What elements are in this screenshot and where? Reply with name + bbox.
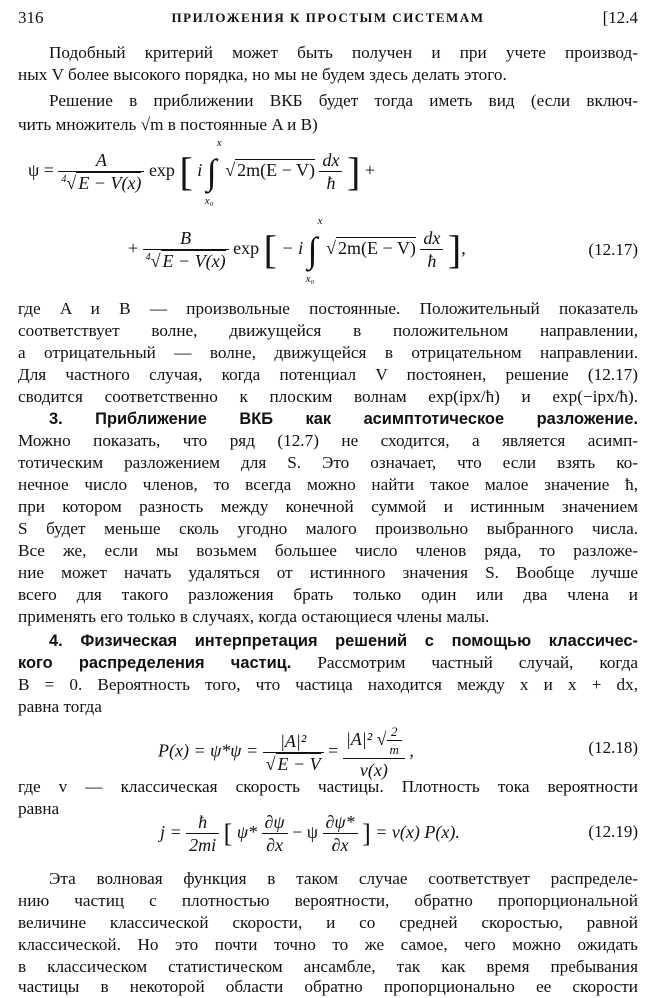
bracket-close: ]: [447, 227, 462, 272]
text-line: B = 0. Вероятность того, что частица находится между x и x + dx,: [18, 675, 638, 694]
equals-sign: =: [328, 740, 339, 761]
minus-psi: − ψ: [292, 822, 319, 843]
bracket-open: [: [263, 227, 277, 272]
section-marker: [12.4: [602, 8, 638, 27]
denominator: ∂x: [266, 835, 283, 855]
radicand: 2m(E − V): [338, 238, 416, 259]
text-line: Для частного случая, когда потенциал V постоянен, решение (12.17): [18, 365, 638, 384]
lower-limit: x₀: [305, 273, 315, 285]
text-line: чить множитель √m в постоянные A и B): [18, 115, 318, 134]
imag-unit: i: [197, 160, 203, 181]
fraction: $\frac{A}{^4√ E - V(x)}$: [58, 150, 144, 194]
text-line: где A и B — произвольные постоянные. Положительный показатель: [18, 299, 638, 318]
text-line: равна тогда: [18, 697, 102, 716]
fraction: [319, 150, 342, 194]
eq-lhs: ψ =: [28, 160, 54, 181]
denominator: 2mi: [189, 835, 217, 855]
bracket-close: ]: [346, 149, 361, 194]
text-line: ние может начать удаляться от истинного значения S. Вообще лучше: [18, 563, 638, 582]
text-line: Решение в приближении ВКБ будет тогда иметь вид (если включ-: [49, 91, 638, 110]
fraction: [323, 812, 358, 856]
denominator: v(x): [359, 760, 388, 780]
fraction: [186, 812, 219, 856]
numerator: ∂ψ: [262, 812, 288, 834]
denominator: ħ: [427, 251, 437, 271]
text-line: всего для такого разложения брать только один или два члена и: [18, 585, 638, 604]
numerator: dx: [319, 150, 342, 172]
numerator: ħ: [186, 812, 219, 834]
text-line: Эта волновая функция в таком случае соответствует распределе-: [49, 869, 638, 888]
integral: ∫ x x₀: [204, 137, 222, 207]
text-line: применять его только в случаях, когда остающиеся члены малы.: [18, 607, 490, 626]
bracket-close: ]: [362, 819, 371, 848]
text-line: равна: [18, 799, 60, 818]
fraction: [387, 724, 402, 758]
text-line: тотическим разложением для S. Это означает, что если взять ко-: [18, 453, 638, 472]
equation-12-19: [160, 812, 460, 856]
equation-number: (12.18): [588, 738, 638, 757]
text-line: величине классической скорости, и со средней скоростью, равной: [18, 913, 638, 932]
upper-limit: x: [216, 137, 222, 149]
root-index: 4: [61, 174, 67, 185]
numerator: B: [143, 228, 229, 250]
text-line: а отрицательный — волне, движущейся в отрицательном направлении.: [18, 343, 638, 362]
exp-label: exp: [148, 160, 175, 181]
denominator: E − V(x): [162, 251, 226, 271]
comma: ,: [409, 740, 414, 761]
running-head: ПРИЛОЖЕНИЯ К ПРОСТЫМ СИСТЕМАМ: [171, 10, 485, 25]
comma: ,: [461, 238, 466, 259]
numerator: A: [58, 150, 144, 172]
page-number: 316: [18, 8, 44, 27]
running-header: [18, 8, 638, 32]
text-line: в классическом статистическом ансамбле, так как время пребывания: [18, 957, 638, 976]
text-line: нечное число членов, то всегда можно найти такое малое значение ħ,: [18, 475, 638, 494]
exp-label: exp: [233, 238, 260, 259]
text-line: частицы в некоторой области обратно пропорционально ее скорости: [18, 977, 638, 996]
text-span: Рассмотрим частный случай, когда: [317, 653, 638, 672]
equation-number: (12.17): [588, 240, 638, 259]
radicand: 2m(E − V): [237, 160, 315, 181]
text-line: нию частиц с плотностью вероятности, обратно пропорциональной: [18, 891, 638, 910]
numerator: ∂ψ*: [323, 812, 358, 834]
section-heading-cont: кого распределения частиц.: [18, 654, 292, 672]
lower-limit: x₀: [204, 195, 214, 207]
bracket-open: [: [179, 149, 193, 194]
equation-number: (12.19): [588, 822, 638, 841]
psi-star: ψ*: [236, 822, 258, 843]
text-line: S будет меньше сколь угодно малого произвольно выбранного числа.: [18, 519, 638, 538]
equation-12-18: [158, 724, 414, 781]
plus-sign: +: [128, 238, 139, 259]
plus-sign: +: [364, 160, 375, 181]
text-line: соответствует волне, движущейся в положительном направлении,: [18, 321, 638, 340]
fraction: $\frac{B}{^4√ E - V(x)}$: [143, 228, 229, 272]
numerator: 2: [387, 724, 402, 741]
text-line: классической. Но это почти точно то же самое, чего можно ожидать: [18, 935, 638, 954]
minus-imag-unit: − i: [281, 238, 304, 259]
fraction: [262, 812, 288, 856]
numerator-value: |A|²: [345, 729, 373, 750]
denominator: m: [389, 742, 399, 757]
numerator: |A|²: [263, 731, 324, 753]
equation-12-17-line2: + $\frac{B}{^4√ E - V(x)}$ exp [ − i ∫ x x₀ √ 2m(E − V) $\frac{dx}{ħ}$ ],: [128, 215, 466, 285]
text-line: Подобный критерий может быть получен и при учете производ-: [49, 43, 638, 62]
eq-lhs: P(x) = ψ*ψ =: [158, 740, 259, 761]
integral: ∫ x x₀: [305, 215, 323, 285]
text-line: при котором разность между конечной суммой и истинным значением: [18, 497, 638, 516]
denominator: ħ: [326, 173, 336, 193]
section-heading: 3. Приближение ВКБ как асимптотическое разложение.: [49, 410, 638, 428]
text-line: ных V более высокого порядка, но мы не будем здесь делать этого.: [18, 65, 507, 84]
section-heading: 4. Физическая интерпретация решений с помощью классичес-: [49, 632, 638, 650]
fraction: $\frac{\text{|A|²}}{√ E - V}$: [263, 731, 324, 775]
root-index: 4: [145, 252, 151, 263]
text-line: [18, 652, 638, 674]
fraction: |A|² √ $\frac{2}{m}$ v(x): [343, 724, 405, 781]
text-line: где v — классическая скорость частицы. Плотность тока вероятности: [18, 777, 638, 796]
eq-rhs: = v(x) P(x).: [375, 822, 460, 843]
text-line: Все же, если мы возьмем большее число членов ряда, то разложе-: [18, 541, 638, 560]
upper-limit: x: [317, 215, 323, 227]
equation-12-17-line1: ψ = $\frac{A}{^4√ E - V(x)}$ exp [ i ∫ x x₀ √ 2m(E − V) $\frac{dx}{ħ}$ ] +: [28, 137, 375, 207]
numerator: dx: [420, 228, 443, 250]
bracket-open: [: [223, 819, 233, 848]
denominator: E − V(x): [78, 173, 142, 193]
denominator: E − V: [277, 753, 321, 774]
denominator: ∂x: [331, 835, 349, 855]
eq-lhs: j =: [160, 822, 182, 843]
text-line: Можно показать, что ряд (12.7) не сходится, а является асимп-: [18, 431, 638, 450]
text-line: сводится соответственно к плоским волнам exp(ipx/ħ) и exp(−ipx/ħ).: [18, 387, 638, 406]
fraction: [420, 228, 443, 272]
